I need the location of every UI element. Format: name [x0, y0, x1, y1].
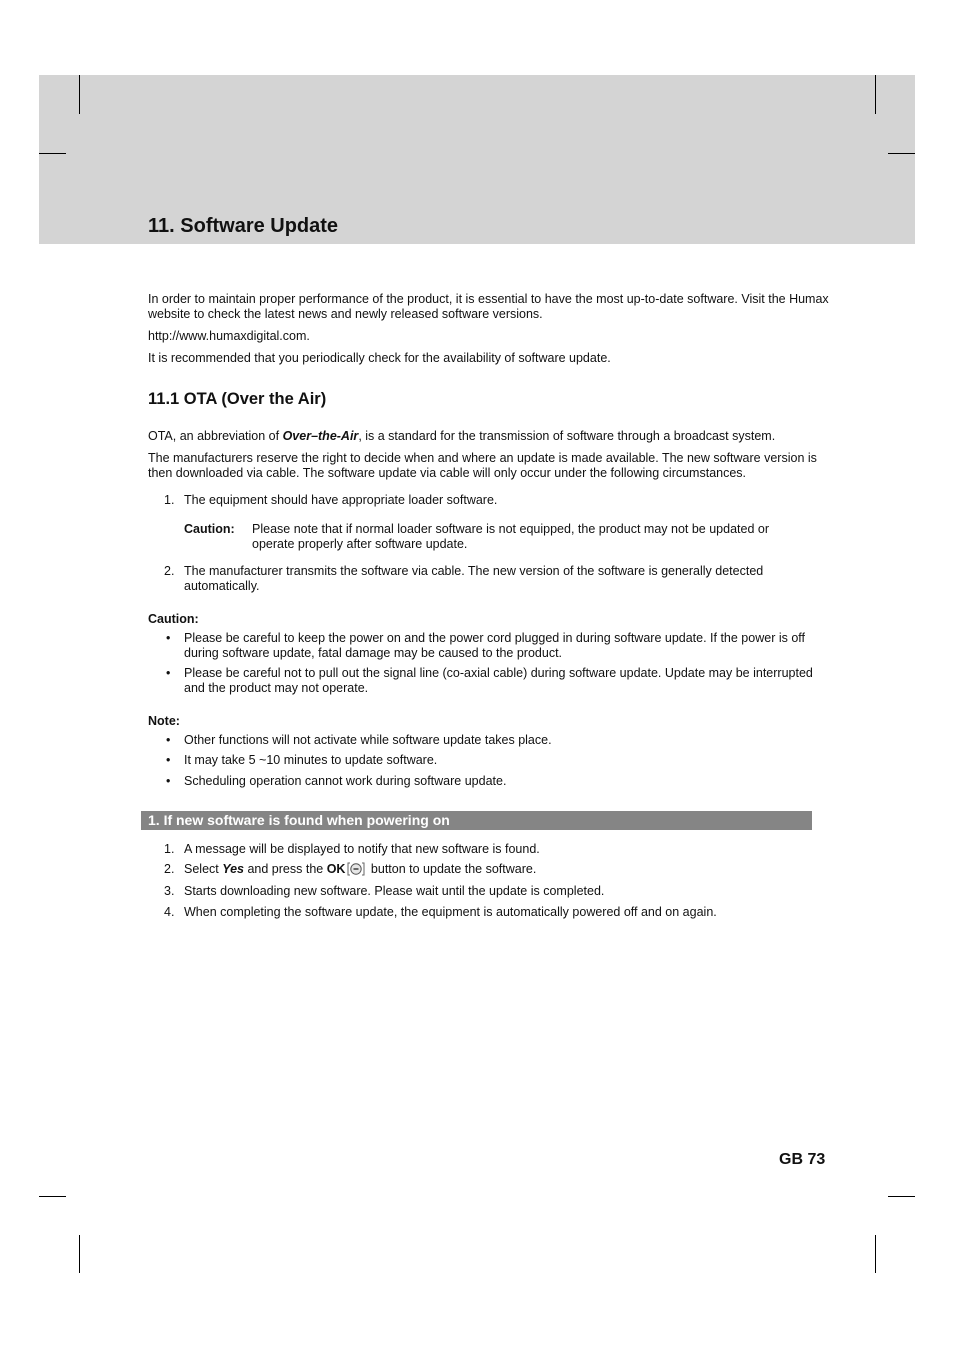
crop-mark: [39, 1196, 66, 1197]
crop-mark: [39, 153, 66, 154]
section-bar-title: 1. If new software is found when powering on: [148, 812, 450, 828]
ota-heading: 11.1 OTA (Over the Air): [148, 390, 327, 408]
step-text: button to update the software.: [367, 862, 537, 876]
step-item: [184, 862, 832, 877]
step-item: Starts downloading new software. Please wait until the update is completed.: [184, 884, 605, 898]
note-bullet: Scheduling operation cannot work during software update.: [184, 774, 507, 788]
step-text: Select: [184, 862, 223, 876]
inline-caution-label: Caution:: [184, 522, 235, 536]
crop-mark: [79, 75, 80, 114]
step-number: 4.: [164, 905, 175, 919]
page-title: 11. Software Update: [148, 215, 339, 237]
note-bullet: It may take 5 ~10 minutes to update software.: [184, 753, 438, 767]
note-label: Note:: [148, 714, 180, 728]
crop-mark: [79, 1235, 80, 1273]
ota-def-emphasis: Over–the-Air: [282, 429, 359, 443]
note-bullet: Other functions will not activate while software update takes place.: [184, 733, 552, 747]
caution-bullet: Please be careful not to pull out the signal line (co-axial cable) during software update. Update may be interrupted and the product may not operate.: [184, 666, 813, 695]
bullet: •: [166, 631, 171, 645]
ota-manufacturer-paragraph: The manufacturers reserve the right to decide when and where an update is made available. The new software version is then downloaded via cable. The software update via cable will only occur under the following circumstances.: [148, 451, 817, 480]
website-url: http://www.humaxdigital.com.: [148, 329, 310, 343]
ok-button-icon: [347, 862, 365, 876]
step-item: A message will be displayed to notify that new software is found.: [184, 842, 540, 856]
crop-mark: [875, 75, 876, 114]
list-item: The equipment should have appropriate loader software.: [184, 493, 498, 507]
page-number: GB 73: [779, 1151, 826, 1168]
bullet: •: [166, 774, 171, 788]
inline-caution-text: Please note that if normal loader software is not equipped, the product may not be updated or operate properly after software update.: [252, 522, 769, 551]
ota-def-before: OTA, an abbreviation of: [148, 429, 283, 443]
step-number: 3.: [164, 884, 175, 898]
crop-mark: [875, 1235, 876, 1273]
ota-def-after: , is a standard for the transmission of software through a broadcast system.: [358, 429, 776, 443]
bullet: •: [166, 666, 171, 680]
ota-definition: [148, 429, 832, 444]
ok-label: OK: [326, 862, 346, 876]
step-number: 2.: [164, 862, 175, 876]
yes-option: Yes: [222, 862, 244, 876]
caution-label: Caution:: [148, 612, 199, 626]
bullet: •: [166, 753, 171, 767]
intro-paragraph: In order to maintain proper performance of the product, it is essential to have the most up-to-date software. Visit the Humax website to check the latest news and newly released software versions.: [148, 292, 829, 321]
crop-mark: [888, 153, 915, 154]
caution-bullet: Please be careful to keep the power on and the power cord plugged in during software update. If the power is off during software update, fatal damage may be caused to the product.: [184, 631, 806, 660]
list-number: 1.: [164, 493, 175, 507]
bullet: •: [166, 733, 171, 747]
crop-mark: [888, 1196, 915, 1197]
step-number: 1.: [164, 842, 175, 856]
step-text: and press the: [244, 862, 327, 876]
list-number: 2.: [164, 564, 175, 578]
list-item: The manufacturer transmits the software via cable. The new version of the software is generally detected automatically.: [184, 564, 764, 593]
step-item: When completing the software update, the equipment is automatically powered off and on again.: [184, 905, 717, 919]
section-bar: [141, 811, 812, 830]
recommendation-paragraph: It is recommended that you periodically check for the availability of software update.: [148, 351, 611, 365]
